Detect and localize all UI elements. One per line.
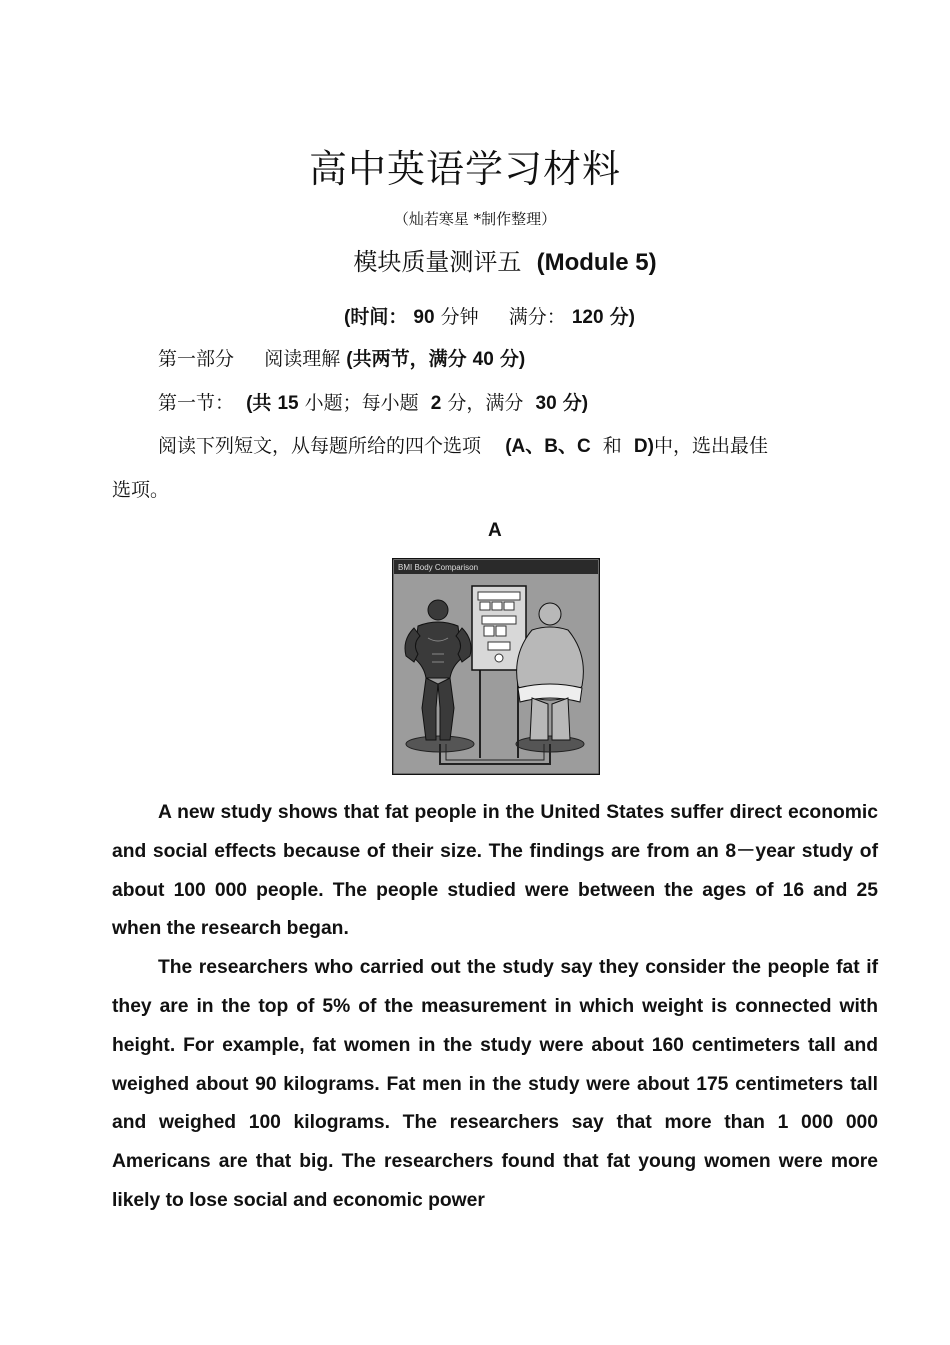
part1-heading — [158, 344, 525, 371]
module-heading — [0, 242, 950, 277]
figure-caption-bar: BMI Body Comparison — [398, 563, 479, 572]
instructions-text: 阅读下列短文，从每题所给的四个选项 — [158, 435, 482, 457]
exam-info — [344, 302, 635, 329]
section1-detail-b: 小题；每小题 — [304, 392, 419, 414]
instructions-text-end: 中，选出最佳 — [653, 435, 768, 457]
exam-time-unit: 分钟 — [440, 306, 479, 328]
exam-score-value: 120 — [571, 307, 604, 328]
passage-paragraph: The researchers who carried out the study say they consider the people fat if they are in the top of 5% of the measurement in which weight is connected with height. For example, fat women in the study were about 160 centimeters tall and weighed about 90 kilograms. Fat men in the study were about 175 centimeters tall and weighed 100 kilograms. The researchers say that more than 1 000 000 Americans are that big. The researchers found that fat young women were more likely to lose social and economic power — [112, 957, 878, 1211]
module-heading-en: (Module 5) — [536, 249, 657, 276]
exam-time-value: 90 — [413, 307, 435, 328]
section1-each: 2 — [430, 393, 442, 414]
instructions-options: (A、B、C — [505, 436, 591, 457]
passage-text — [112, 794, 878, 1221]
instructions-option-d: D) — [633, 436, 654, 457]
part1-prefix: 第一部分 — [158, 348, 235, 370]
section1-detail-d: 分) — [562, 393, 589, 414]
part1-detail-end: 分) — [499, 349, 526, 370]
instructions-line1 — [158, 431, 768, 458]
part1-name: 阅读理解 — [264, 348, 341, 370]
exam-time-label: (时间： — [344, 307, 408, 328]
exam-score-label: 满分： — [508, 306, 566, 328]
part1-detail: (共两节，满分 — [346, 349, 467, 370]
exam-score-unit: 分) — [609, 307, 635, 328]
bmi-comparison-figure — [392, 558, 600, 775]
document-title: 高中英语学习材料 — [308, 147, 621, 191]
passage-paragraph: A new study shows that fat people in the United States suffer direct economic and social effects because of their size. The findings are from an 8－year study of about 100 000 people. The people studied were between the ages of 16 and 25 when the research began. — [112, 802, 878, 940]
document-credit: （灿若寒星 *制作整理） — [393, 210, 557, 228]
section-label: A — [488, 520, 502, 541]
instructions-and: 和 — [602, 435, 622, 457]
module-heading-cn: 模块质量测评五 — [353, 248, 522, 276]
section1-heading — [158, 388, 588, 415]
section1-detail-a: (共 — [246, 393, 272, 414]
part1-points: 40 — [472, 349, 494, 370]
section1-total: 30 — [535, 393, 557, 414]
instructions-line2: 选项。 — [112, 479, 170, 501]
section1-count: 15 — [277, 393, 299, 414]
section1-prefix: 第一节： — [158, 392, 235, 414]
section1-detail-c: 分，满分 — [447, 392, 524, 414]
